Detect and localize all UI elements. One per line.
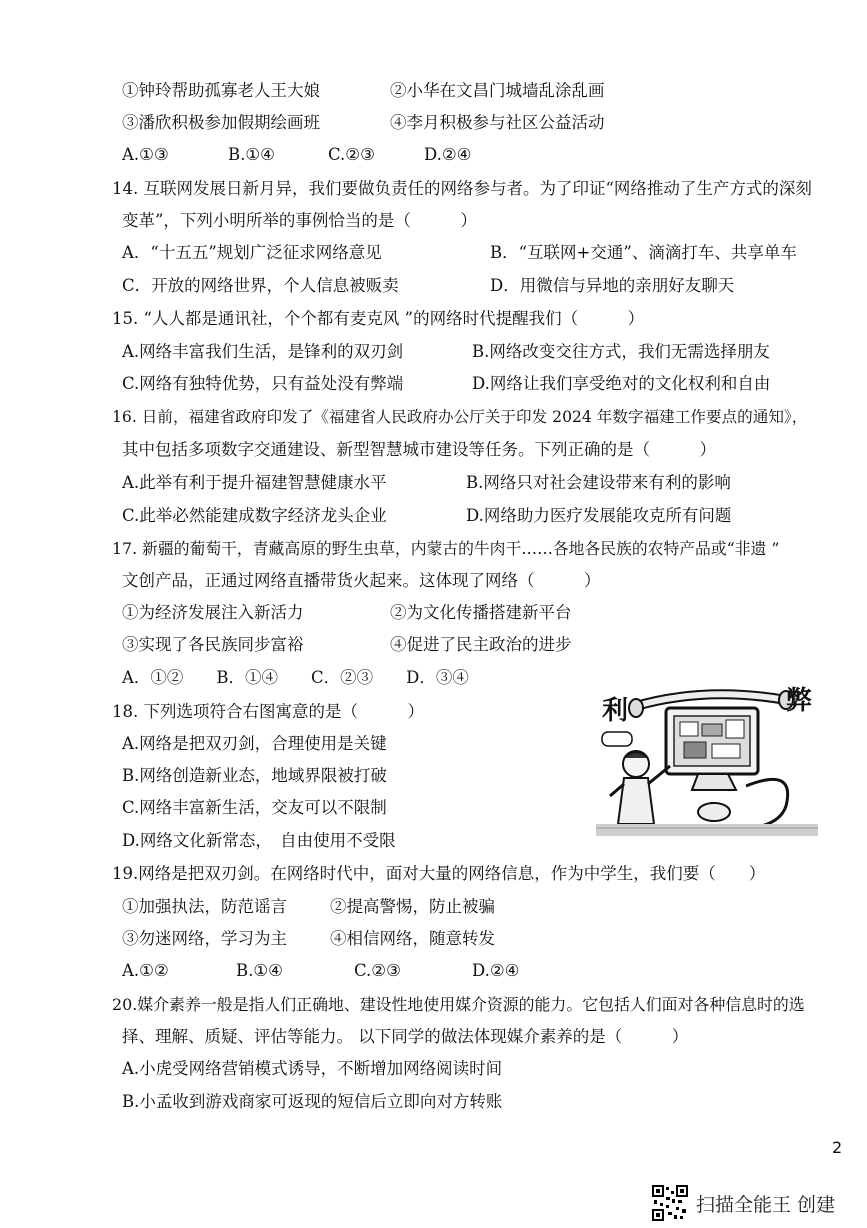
q19-choice-d: D.②④ — [472, 961, 520, 980]
q18-cartoon-image — [596, 686, 818, 836]
q13-option-1: ①钟玲帮助孤寡老人王大娘 — [122, 81, 320, 100]
q13-choice-d: D.②④ — [424, 145, 472, 164]
q19-option-2: ②提高警惕，防止被骗 — [330, 897, 495, 916]
q18-option-c: C.网络丰富新生活，交友可以不限制 — [122, 798, 387, 817]
q15-option-d: D.网络让我们享受绝对的文化权利和自由 — [472, 374, 771, 393]
page-number: 2 — [832, 1138, 843, 1157]
q18-option-b: B.网络创造新业态，地域界限被打破 — [122, 766, 387, 785]
scanner-watermark — [652, 1185, 835, 1221]
q16-option-a: A.此举有利于提升福建智慧健康水平 — [122, 473, 387, 492]
q14-option-c: C．开放的网络世界，个人信息被贩卖 — [122, 276, 399, 295]
q19-option-3: ③勿迷网络，学习为主 — [122, 929, 287, 948]
q14-option-a: A．“十五五”规划广泛征求网络意见 — [122, 243, 382, 262]
q17-option-2: ②为文化传播搭建新平台 — [390, 603, 572, 622]
q17-choices: A．①② B．①④ C．②③ D．③④ — [122, 668, 469, 687]
q16-stem-line2: 其中包括多项数字交通建设、新型智慧城市建设等任务。下列正确的是（ ） — [122, 440, 716, 459]
q20-option-a: A.小虎受网络营销模式诱导，不断增加网络阅读时间 — [122, 1059, 503, 1078]
q18-option-d: D.网络文化新常态， 自由使用不受限 — [122, 831, 396, 850]
q14-stem-line2: 变革”，下列小明所举的事例恰当的是（ ） — [122, 211, 477, 230]
q16-option-c: C.此举必然能建成数字经济龙头企业 — [122, 506, 387, 525]
q14-option-b: B．“互联网+交通”、滴滴打车、共享单车 — [490, 243, 797, 262]
q15-option-a: A.网络丰富我们生活，是锋利的双刃剑 — [122, 342, 404, 361]
q13-option-2: ②小华在文昌门城墙乱涂乱画 — [390, 81, 605, 100]
q19-choice-b: B.①④ — [236, 961, 283, 980]
q17-option-4: ④促进了民主政治的进步 — [390, 635, 572, 654]
q15-stem-line1: 15. “人人都是通讯社，个个都有麦克风 ”的网络时代提醒我们（ ） — [112, 309, 645, 328]
qr-code-icon — [652, 1185, 688, 1221]
q17-option-1: ①为经济发展注入新活力 — [122, 603, 304, 622]
q18-stem-line1: 18. 下列选项符合右图寓意的是（ ） — [112, 702, 424, 721]
q13-choice-c: C.②③ — [328, 145, 375, 164]
q14-option-d: D．用微信与异地的亲朋好友聊天 — [490, 276, 735, 295]
cartoon-left-word: 利 — [602, 696, 629, 726]
q16-stem-line1: 16. 日前，福建省政府印发了《福建省人民政府办公厅关于印发 2024 年数字福建工作要点的通知》， — [112, 408, 808, 426]
watermark-text: 扫描全能王 创建 — [696, 1193, 836, 1216]
q19-stem-line1: 19.网络是把双刃剑。在网络时代中，面对大量的网络信息，作为中学生，我们要（ ） — [112, 864, 766, 883]
q14-stem-line1: 14. 互联网发展日新月异，我们要做负责任的网络参与者。为了印证“网络推动了生产方式的深刻 — [112, 179, 812, 198]
q15-option-b: B.网络改变交往方式，我们无需选择朋友 — [472, 342, 770, 361]
cartoon-illustration — [596, 686, 818, 836]
q20-option-b: B.小孟收到游戏商家可返现的短信后立即向对方转账 — [122, 1092, 503, 1111]
q13-option-3: ③潘欣积极参加假期绘画班 — [122, 113, 320, 132]
q20-stem-line1: 20.媒介素养一般是指人们正确地、建设性地使用媒介资源的能力。它包括人们面对各种信息时的选 — [112, 995, 805, 1014]
q19-choice-a: A.①② — [122, 961, 169, 980]
q20-stem-line2: 择、理解、质疑、评估等能力。 以下同学的做法体现媒介素养的是（ ） — [122, 1027, 689, 1046]
q19-option-4: ④相信网络，随意转发 — [330, 929, 495, 948]
q19-choice-c: C.②③ — [354, 961, 401, 980]
q13-choice-b: B.①④ — [228, 145, 275, 164]
q13-option-4: ④李月积极参与社区公益活动 — [390, 113, 605, 132]
q13-choice-a: A.①③ — [122, 145, 169, 164]
q18-option-a: A.网络是把双刃剑，合理使用是关键 — [122, 734, 387, 753]
q17-stem-line2: 文创产品，正通过网络直播带货火起来。这体现了网络（ ） — [122, 571, 601, 590]
q16-option-d: D.网络助力医疗发展能攻克所有问题 — [466, 506, 732, 525]
q19-option-1: ①加强执法，防范谣言 — [122, 897, 287, 916]
cartoon-right-word: 弊 — [786, 686, 813, 716]
q16-option-b: B.网络只对社会建设带来有利的影响 — [466, 473, 731, 492]
q17-stem-line1: 17. 新疆的葡萄干，青藏高原的野生虫草，内蒙古的牛肉干……各地各民族的农特产品或“非遗 ” — [112, 539, 780, 558]
q15-option-c: C.网络有独特优势，只有益处没有弊端 — [122, 374, 404, 393]
q17-option-3: ③实现了各民族同步富裕 — [122, 635, 304, 654]
